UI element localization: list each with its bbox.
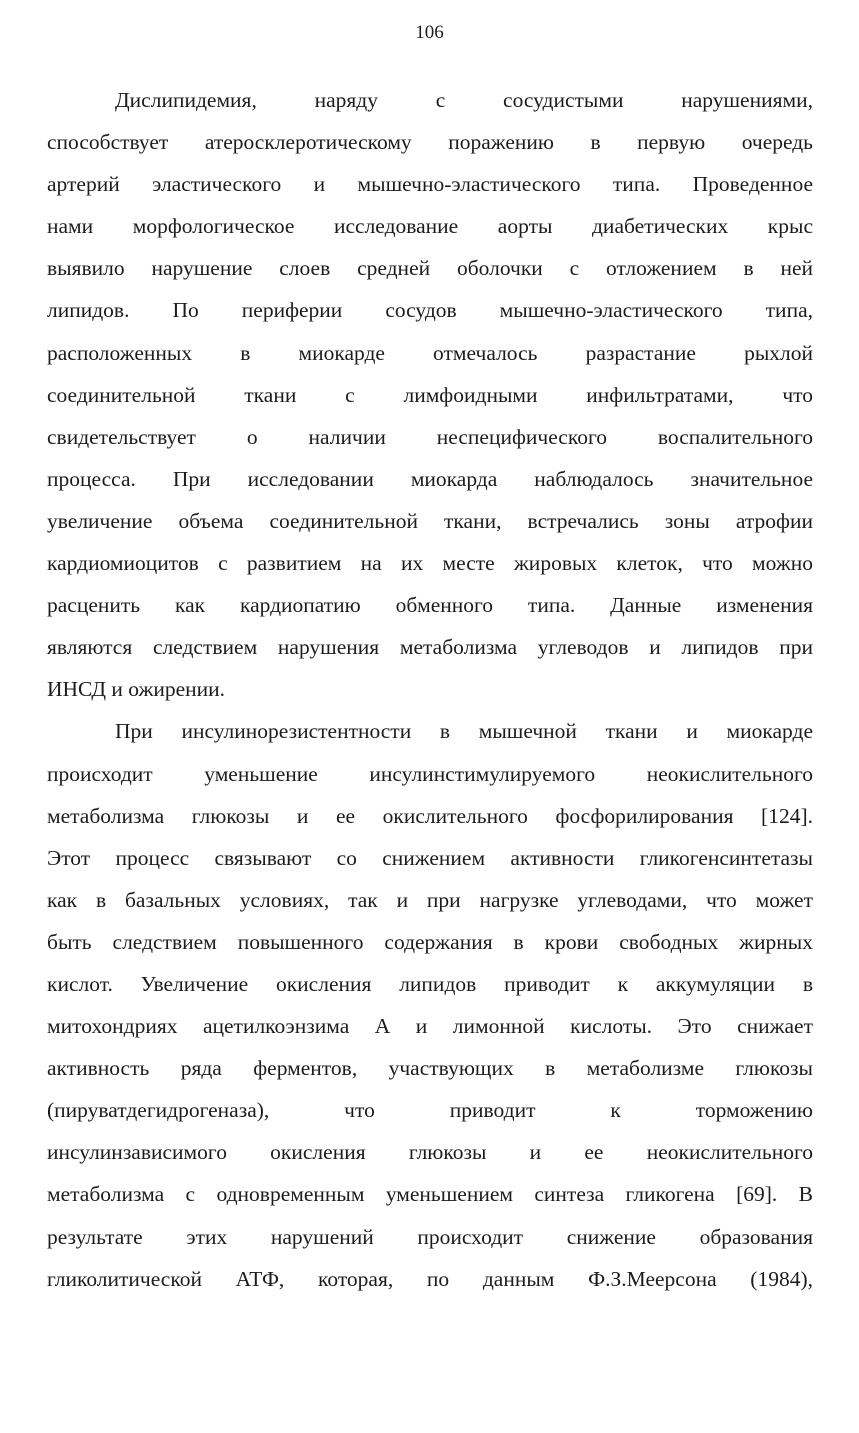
text-line: увеличение объема соединительной ткани, встречались зоны атрофии xyxy=(47,508,813,533)
text-line: способствует атеросклеротическому поражению в первую очередь xyxy=(47,130,813,155)
text-line: соединительной ткани с лимфоидными инфильтратами, что xyxy=(47,382,813,407)
text-line: расположенных в миокарде отмечалось разрастание рыхлой xyxy=(47,340,813,365)
text-line: нами морфологическое исследование аорты диабетических крыс xyxy=(47,214,813,239)
text-line: метаболизма с одновременным уменьшением синтеза гликогена [69]. В xyxy=(47,1182,813,1207)
text-line: процесса. При исследовании миокарда наблюдалось значительное xyxy=(47,466,813,491)
text-line: как в базальных условиях, так и при нагрузке углеводами, что может xyxy=(47,887,813,912)
text-line: кислот. Увеличение окисления липидов приводит к аккумуляции в xyxy=(47,971,813,996)
text-line: липидов. По периферии сосудов мышечно-эластического типа, xyxy=(47,298,813,323)
text-line: Дислипидемия, наряду с сосудистыми нарушениями, xyxy=(115,88,813,112)
page-number: 106 xyxy=(415,22,444,43)
text-line: митохондриях ацетилкоэнзима А и лимонной кислоты. Это снижает xyxy=(47,1014,813,1039)
text-line: свидетельствует о наличии неспецифического воспалительного xyxy=(47,424,813,449)
text-line: быть следствием повышенного содержания в крови свободных жирных xyxy=(47,929,813,954)
text-line: ИНСД и ожирении. xyxy=(47,677,226,702)
text-line: гликолитической АТФ, которая, по данным Ф.З.Меерсона (1984), xyxy=(47,1266,813,1291)
text-line: выявило нарушение слоев средней оболочки с отложением в ней xyxy=(47,256,813,281)
text-line: метаболизма глюкозы и ее окислительного фосфорилирования [124]. xyxy=(47,803,813,828)
text-line: являются следствием нарушения метаболизма углеводов и липидов при xyxy=(47,635,813,660)
text-line: инсулинзависимого окисления глюкозы и ее неокислительного xyxy=(47,1140,813,1165)
text-line: (пируватдегидрогеназа), что приводит к торможению xyxy=(47,1098,813,1123)
body-text xyxy=(47,79,813,1300)
text-line: происходит уменьшение инсулинстимулируемого неокислительного xyxy=(47,761,813,786)
text-line: расценить как кардиопатию обменного типа. Данные изменения xyxy=(47,593,813,618)
text-line: артерий эластического и мышечно-эластического типа. Проведенное xyxy=(47,172,813,197)
text-line: активность ряда ферментов, участвующих в метаболизме глюкозы xyxy=(47,1056,813,1081)
paragraph-1 xyxy=(47,79,813,710)
paragraph-2 xyxy=(47,710,813,1299)
text-line: Этот процесс связывают со снижением активности гликогенсинтетазы xyxy=(47,845,813,870)
text-line: При инсулинорезистентности в мышечной ткани и миокарде xyxy=(115,719,813,744)
text-line: результате этих нарушений происходит снижение образования xyxy=(47,1224,813,1249)
text-line: кардиомиоцитов с развитием на их месте жировых клеток, что можно xyxy=(47,551,813,576)
